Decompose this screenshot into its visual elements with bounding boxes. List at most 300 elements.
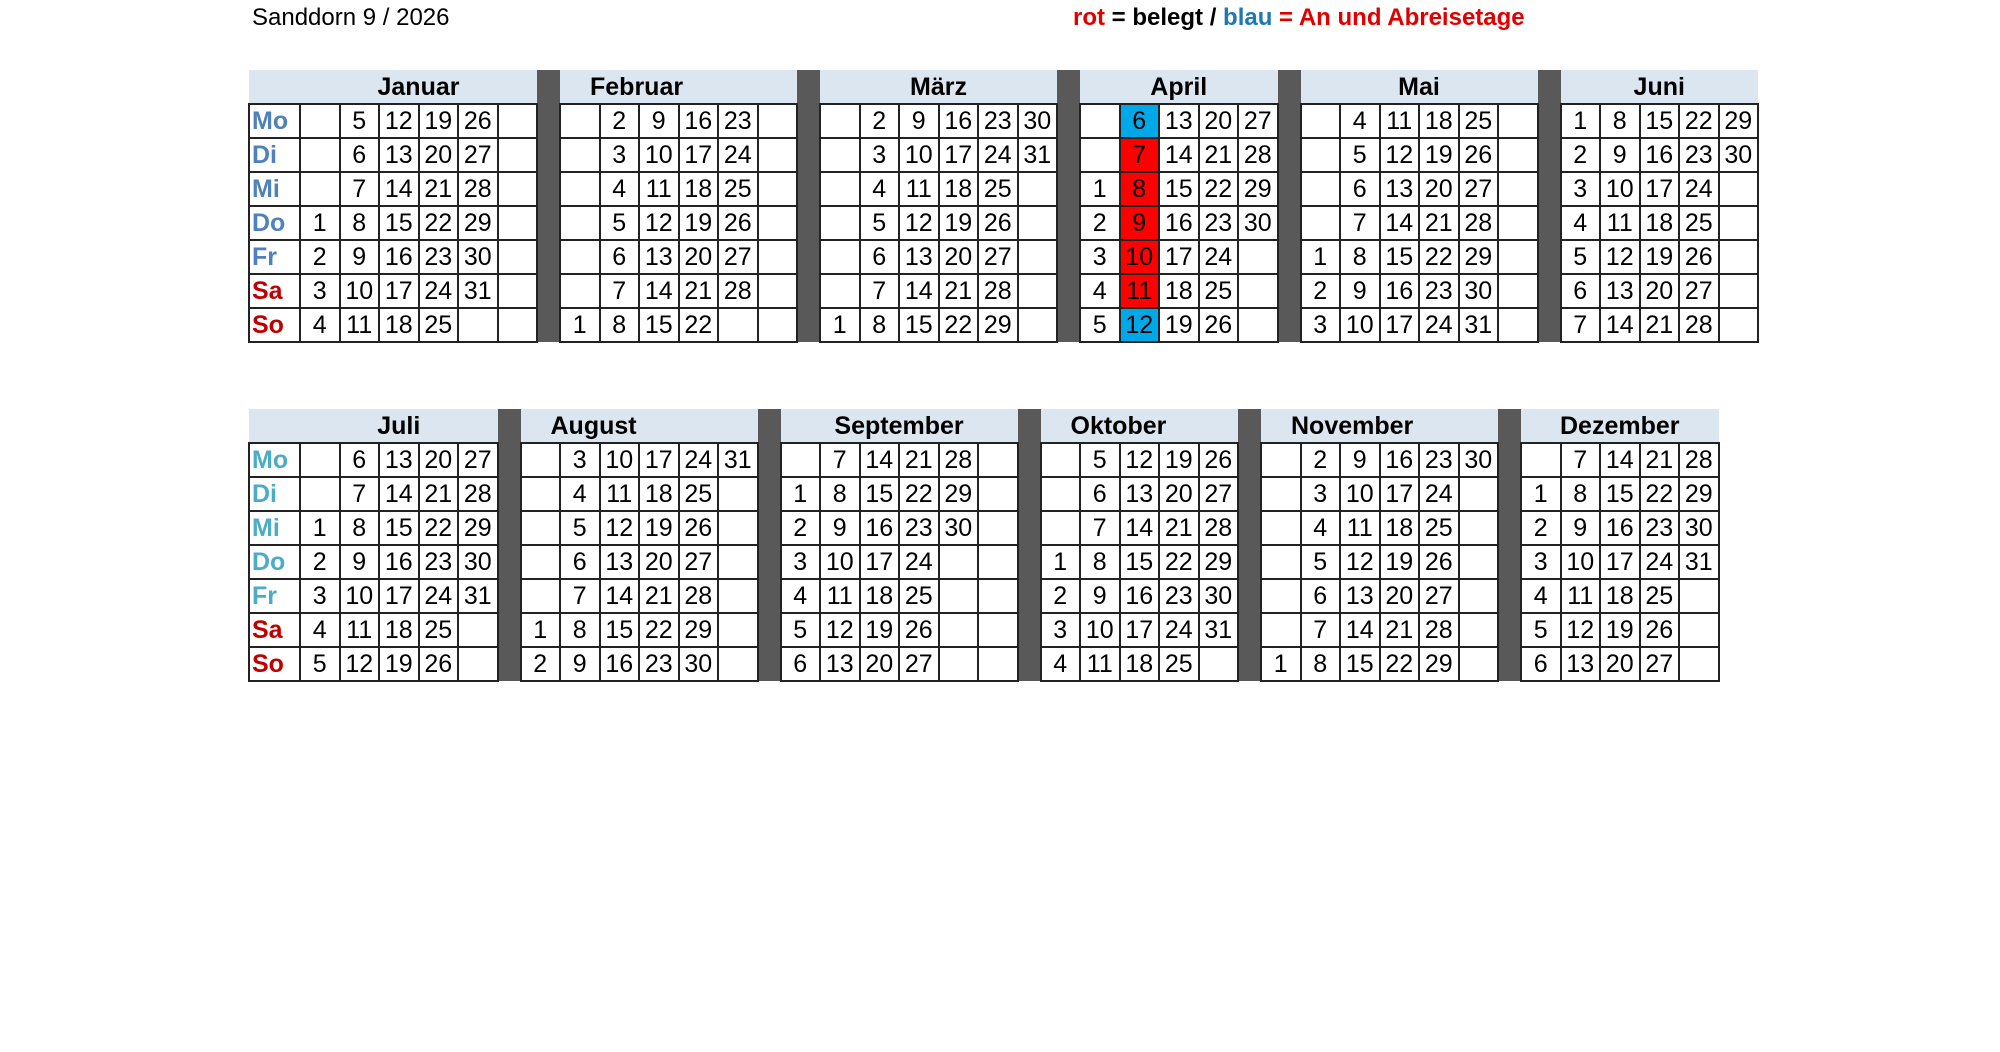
day-cell: 28	[1419, 613, 1459, 647]
day-cell: 19	[639, 511, 679, 545]
day-cell: 23	[1159, 579, 1199, 613]
day-cell: 11	[340, 308, 380, 342]
calendar-table	[248, 409, 1720, 682]
day-cell: 15	[1340, 647, 1380, 681]
day-cell: 12	[1120, 443, 1160, 477]
day-cell: 29	[1419, 647, 1459, 681]
day-cell: 20	[1380, 579, 1420, 613]
day-cell	[820, 104, 860, 138]
day-cell	[521, 511, 561, 545]
day-cell: 2	[1561, 138, 1601, 172]
day-cell: 25	[419, 308, 459, 342]
day-cell: 19	[1419, 138, 1459, 172]
day-cell: 15	[1600, 477, 1640, 511]
day-cell	[1459, 613, 1499, 647]
day-cell: 22	[419, 206, 459, 240]
day-cell: 23	[1199, 206, 1239, 240]
day-cell: 12	[1380, 138, 1420, 172]
month-separator	[1498, 477, 1521, 511]
day-cell: 17	[1600, 545, 1640, 579]
month-separator	[797, 274, 820, 308]
day-cell: 30	[1459, 274, 1499, 308]
day-cell	[758, 138, 798, 172]
day-cell	[1018, 172, 1058, 206]
day-cell-occupied: 11	[1120, 274, 1160, 308]
day-cell	[1080, 104, 1120, 138]
day-cell: 19	[379, 647, 419, 681]
day-cell: 4	[600, 172, 640, 206]
day-cell: 30	[1679, 511, 1719, 545]
day-cell: 21	[419, 477, 459, 511]
day-cell: 1	[1301, 240, 1341, 274]
day-cell: 11	[899, 172, 939, 206]
day-cell: 10	[1340, 308, 1380, 342]
day-cell: 1	[560, 308, 600, 342]
day-cell	[718, 579, 758, 613]
day-cell	[939, 579, 979, 613]
day-cell	[1018, 308, 1058, 342]
day-cell: 3	[781, 545, 821, 579]
month-separator	[1538, 206, 1561, 240]
day-cell	[1498, 206, 1538, 240]
day-cell: 17	[679, 138, 719, 172]
day-cell: 11	[340, 613, 380, 647]
day-cell	[978, 613, 1018, 647]
day-cell: 7	[560, 579, 600, 613]
day-cell: 15	[860, 477, 900, 511]
day-cell	[1301, 172, 1341, 206]
month-separator	[1498, 511, 1521, 545]
day-cell: 6	[1561, 274, 1601, 308]
day-cell: 21	[899, 443, 939, 477]
day-cell: 31	[1018, 138, 1058, 172]
day-cell: 21	[1159, 511, 1199, 545]
month-separator	[1498, 409, 1521, 443]
weekday-row-di	[249, 477, 1719, 511]
day-cell: 4	[1340, 104, 1380, 138]
month-separator	[1018, 511, 1041, 545]
month-separator	[797, 70, 820, 104]
day-cell: 2	[521, 647, 561, 681]
day-cell: 5	[1080, 308, 1120, 342]
day-cell: 1	[300, 511, 340, 545]
day-cell	[820, 172, 860, 206]
day-cell: 16	[1380, 443, 1420, 477]
day-cell: 3	[560, 443, 600, 477]
day-cell: 8	[340, 206, 380, 240]
day-cell: 9	[639, 104, 679, 138]
day-cell: 2	[1301, 443, 1341, 477]
day-cell: 21	[639, 579, 679, 613]
day-cell: 27	[718, 240, 758, 274]
month-separator	[498, 477, 521, 511]
day-cell: 21	[939, 274, 979, 308]
day-cell: 12	[639, 206, 679, 240]
day-cell	[1719, 206, 1759, 240]
day-cell: 25	[718, 172, 758, 206]
day-cell: 8	[860, 308, 900, 342]
day-cell: 10	[340, 579, 380, 613]
month-header-november: November	[1261, 409, 1498, 443]
day-cell	[521, 443, 561, 477]
day-cell	[978, 647, 1018, 681]
day-cell: 27	[1419, 579, 1459, 613]
day-cell	[1261, 477, 1301, 511]
day-cell-occupied: 10	[1120, 240, 1160, 274]
day-cell: 11	[1080, 647, 1120, 681]
day-cell: 26	[899, 613, 939, 647]
day-cell: 5	[781, 613, 821, 647]
day-cell: 16	[1640, 138, 1680, 172]
day-cell	[1301, 138, 1341, 172]
day-cell: 28	[718, 274, 758, 308]
day-cell	[1261, 545, 1301, 579]
month-separator	[1538, 240, 1561, 274]
day-cell: 7	[1561, 308, 1601, 342]
month-separator	[1538, 138, 1561, 172]
weekday-row-fr	[249, 579, 1719, 613]
month-separator	[537, 274, 560, 308]
header-corner	[249, 409, 300, 443]
day-cell: 27	[1679, 274, 1719, 308]
day-cell: 13	[639, 240, 679, 274]
day-cell: 19	[939, 206, 979, 240]
day-cell: 3	[300, 274, 340, 308]
day-cell	[1719, 308, 1759, 342]
day-cell	[498, 138, 538, 172]
day-cell: 13	[1340, 579, 1380, 613]
day-cell: 12	[1561, 613, 1601, 647]
day-cell: 9	[820, 511, 860, 545]
day-cell: 20	[939, 240, 979, 274]
month-separator	[1057, 206, 1080, 240]
day-cell: 13	[379, 138, 419, 172]
day-cell: 16	[679, 104, 719, 138]
day-cell: 24	[1679, 172, 1719, 206]
day-cell	[560, 104, 600, 138]
month-separator	[498, 647, 521, 681]
day-cell: 7	[1340, 206, 1380, 240]
day-cell: 6	[1521, 647, 1561, 681]
day-cell	[1498, 274, 1538, 308]
day-cell	[718, 613, 758, 647]
day-cell: 9	[1080, 579, 1120, 613]
day-cell	[718, 308, 758, 342]
month-separator	[537, 240, 560, 274]
day-cell: 1	[820, 308, 860, 342]
month-separator	[1538, 70, 1561, 104]
day-cell: 20	[419, 443, 459, 477]
day-cell: 28	[939, 443, 979, 477]
day-cell: 21	[1640, 443, 1680, 477]
month-separator	[1278, 70, 1301, 104]
day-cell	[1301, 206, 1341, 240]
day-cell: 6	[560, 545, 600, 579]
month-separator	[797, 138, 820, 172]
day-cell: 20	[1159, 477, 1199, 511]
weekday-label: So	[249, 308, 300, 342]
day-cell: 24	[1419, 477, 1459, 511]
day-cell: 23	[899, 511, 939, 545]
day-cell: 26	[1199, 443, 1239, 477]
legend-red-word: rot	[1073, 4, 1105, 31]
month-header-oktober: Oktober	[1041, 409, 1239, 443]
day-cell: 1	[1080, 172, 1120, 206]
day-cell: 28	[1679, 443, 1719, 477]
day-cell: 2	[300, 545, 340, 579]
day-cell	[1238, 274, 1278, 308]
day-cell	[498, 240, 538, 274]
month-separator	[1057, 274, 1080, 308]
day-cell: 31	[1459, 308, 1499, 342]
weekday-row-do	[249, 545, 1719, 579]
day-cell: 27	[679, 545, 719, 579]
month-separator	[1018, 409, 1041, 443]
month-separator	[1498, 545, 1521, 579]
day-cell	[1498, 308, 1538, 342]
day-cell: 20	[1419, 172, 1459, 206]
day-cell	[1018, 274, 1058, 308]
day-cell	[758, 240, 798, 274]
day-cell: 24	[899, 545, 939, 579]
day-cell: 1	[781, 477, 821, 511]
day-cell: 25	[1419, 511, 1459, 545]
day-cell: 23	[718, 104, 758, 138]
day-cell: 29	[1459, 240, 1499, 274]
day-cell: 10	[899, 138, 939, 172]
day-cell: 8	[1340, 240, 1380, 274]
day-cell: 26	[1419, 545, 1459, 579]
day-cell	[820, 206, 860, 240]
day-cell: 23	[1419, 443, 1459, 477]
day-cell	[1498, 138, 1538, 172]
weekday-label: Sa	[249, 274, 300, 308]
day-cell: 9	[560, 647, 600, 681]
day-cell	[498, 172, 538, 206]
day-cell: 8	[1301, 647, 1341, 681]
day-cell	[1261, 511, 1301, 545]
day-cell: 18	[1640, 206, 1680, 240]
day-cell	[978, 511, 1018, 545]
month-header-dezember: Dezember	[1521, 409, 1719, 443]
day-cell: 10	[1340, 477, 1380, 511]
day-cell: 21	[679, 274, 719, 308]
day-cell: 22	[419, 511, 459, 545]
month-separator	[797, 206, 820, 240]
month-separator	[537, 70, 560, 104]
day-cell: 11	[1340, 511, 1380, 545]
day-cell: 24	[1419, 308, 1459, 342]
month-separator	[1538, 104, 1561, 138]
month-separator	[1238, 579, 1261, 613]
weekday-label: Mi	[249, 511, 300, 545]
month-header-juli: Juli	[300, 409, 498, 443]
day-cell: 13	[1380, 172, 1420, 206]
day-cell: 14	[639, 274, 679, 308]
day-cell: 30	[1459, 443, 1499, 477]
month-separator	[1238, 409, 1261, 443]
calendar-first-half	[248, 70, 1759, 343]
day-cell	[521, 477, 561, 511]
day-cell	[1459, 647, 1499, 681]
day-cell: 31	[458, 274, 498, 308]
day-cell: 18	[1120, 647, 1160, 681]
month-separator	[1057, 172, 1080, 206]
day-cell: 14	[1159, 138, 1199, 172]
day-cell: 23	[639, 647, 679, 681]
day-cell: 4	[860, 172, 900, 206]
day-cell	[1498, 172, 1538, 206]
month-header-mai: Mai	[1301, 70, 1538, 104]
day-cell: 10	[1600, 172, 1640, 206]
day-cell: 8	[600, 308, 640, 342]
month-separator	[537, 206, 560, 240]
day-cell: 22	[639, 613, 679, 647]
day-cell-travel: 6	[1120, 104, 1160, 138]
day-cell	[758, 206, 798, 240]
day-cell	[820, 240, 860, 274]
month-separator	[537, 172, 560, 206]
day-cell: 10	[340, 274, 380, 308]
day-cell: 2	[300, 240, 340, 274]
day-cell: 16	[939, 104, 979, 138]
day-cell	[1018, 240, 1058, 274]
day-cell: 16	[1159, 206, 1199, 240]
day-cell	[1041, 477, 1081, 511]
day-cell-travel: 12	[1120, 308, 1160, 342]
day-cell: 13	[1120, 477, 1160, 511]
day-cell: 7	[1080, 511, 1120, 545]
day-cell: 2	[600, 104, 640, 138]
day-cell	[1261, 443, 1301, 477]
day-cell: 29	[1199, 545, 1239, 579]
month-separator	[1018, 545, 1041, 579]
day-cell: 7	[820, 443, 860, 477]
day-cell	[758, 104, 798, 138]
day-cell: 25	[1679, 206, 1719, 240]
day-cell: 23	[1640, 511, 1680, 545]
day-cell: 25	[1640, 579, 1680, 613]
month-separator	[1018, 443, 1041, 477]
day-cell: 9	[899, 104, 939, 138]
weekday-label: Sa	[249, 613, 300, 647]
day-cell: 11	[1380, 104, 1420, 138]
day-cell	[1261, 613, 1301, 647]
day-cell-occupied: 8	[1120, 172, 1160, 206]
day-cell: 14	[1340, 613, 1380, 647]
day-cell	[718, 477, 758, 511]
day-cell	[1238, 240, 1278, 274]
day-cell: 29	[679, 613, 719, 647]
month-separator	[498, 409, 521, 443]
day-cell	[1679, 579, 1719, 613]
day-cell: 11	[639, 172, 679, 206]
day-cell: 10	[820, 545, 860, 579]
day-cell: 25	[419, 613, 459, 647]
weekday-row-mi	[249, 511, 1719, 545]
day-cell: 19	[1600, 613, 1640, 647]
month-separator	[1018, 613, 1041, 647]
day-cell: 12	[820, 613, 860, 647]
legend	[1073, 4, 1525, 32]
day-cell: 6	[340, 138, 380, 172]
weekday-row-do	[249, 206, 1758, 240]
day-cell	[1261, 579, 1301, 613]
month-separator	[758, 443, 781, 477]
day-cell: 17	[1640, 172, 1680, 206]
day-cell: 14	[860, 443, 900, 477]
day-cell: 30	[458, 545, 498, 579]
month-separator	[1238, 647, 1261, 681]
day-cell	[560, 240, 600, 274]
day-cell	[300, 138, 340, 172]
day-cell	[978, 477, 1018, 511]
legend-blue-word: blau	[1223, 4, 1273, 31]
day-cell: 9	[1561, 511, 1601, 545]
day-cell: 23	[419, 545, 459, 579]
weekday-row-mo	[249, 104, 1758, 138]
day-cell: 5	[1561, 240, 1601, 274]
day-cell	[1238, 308, 1278, 342]
day-cell	[978, 579, 1018, 613]
day-cell: 6	[340, 443, 380, 477]
weekday-label: Mo	[249, 104, 300, 138]
day-cell: 19	[679, 206, 719, 240]
day-cell: 28	[458, 172, 498, 206]
day-cell: 1	[1041, 545, 1081, 579]
day-cell: 25	[1459, 104, 1499, 138]
day-cell: 3	[1301, 477, 1341, 511]
day-cell: 10	[1080, 613, 1120, 647]
day-cell: 22	[1419, 240, 1459, 274]
day-cell	[1459, 477, 1499, 511]
day-cell: 19	[860, 613, 900, 647]
day-cell	[939, 613, 979, 647]
month-header-september: September	[781, 409, 1018, 443]
day-cell: 1	[1521, 477, 1561, 511]
day-cell: 24	[1640, 545, 1680, 579]
day-cell: 4	[1521, 579, 1561, 613]
calendar-second-half	[248, 409, 1720, 682]
day-cell: 27	[458, 443, 498, 477]
legend-travel-text: = An und Abreisetage	[1272, 4, 1525, 31]
day-cell: 20	[1199, 104, 1239, 138]
day-cell: 8	[820, 477, 860, 511]
weekday-row-so	[249, 308, 1758, 342]
day-cell-occupied: 9	[1120, 206, 1160, 240]
day-cell	[820, 274, 860, 308]
day-cell: 22	[939, 308, 979, 342]
day-cell: 30	[1199, 579, 1239, 613]
day-cell: 3	[1561, 172, 1601, 206]
day-cell	[1719, 172, 1759, 206]
weekday-label: Di	[249, 477, 300, 511]
day-cell	[1459, 579, 1499, 613]
header-corner	[249, 70, 300, 104]
day-cell: 31	[458, 579, 498, 613]
day-cell: 21	[1640, 308, 1680, 342]
day-cell: 17	[379, 274, 419, 308]
day-cell: 25	[679, 477, 719, 511]
day-cell: 27	[1640, 647, 1680, 681]
day-cell: 3	[1041, 613, 1081, 647]
day-cell: 27	[899, 647, 939, 681]
day-cell: 20	[860, 647, 900, 681]
day-cell: 24	[1199, 240, 1239, 274]
day-cell	[560, 138, 600, 172]
day-cell: 16	[860, 511, 900, 545]
day-cell: 30	[1719, 138, 1759, 172]
